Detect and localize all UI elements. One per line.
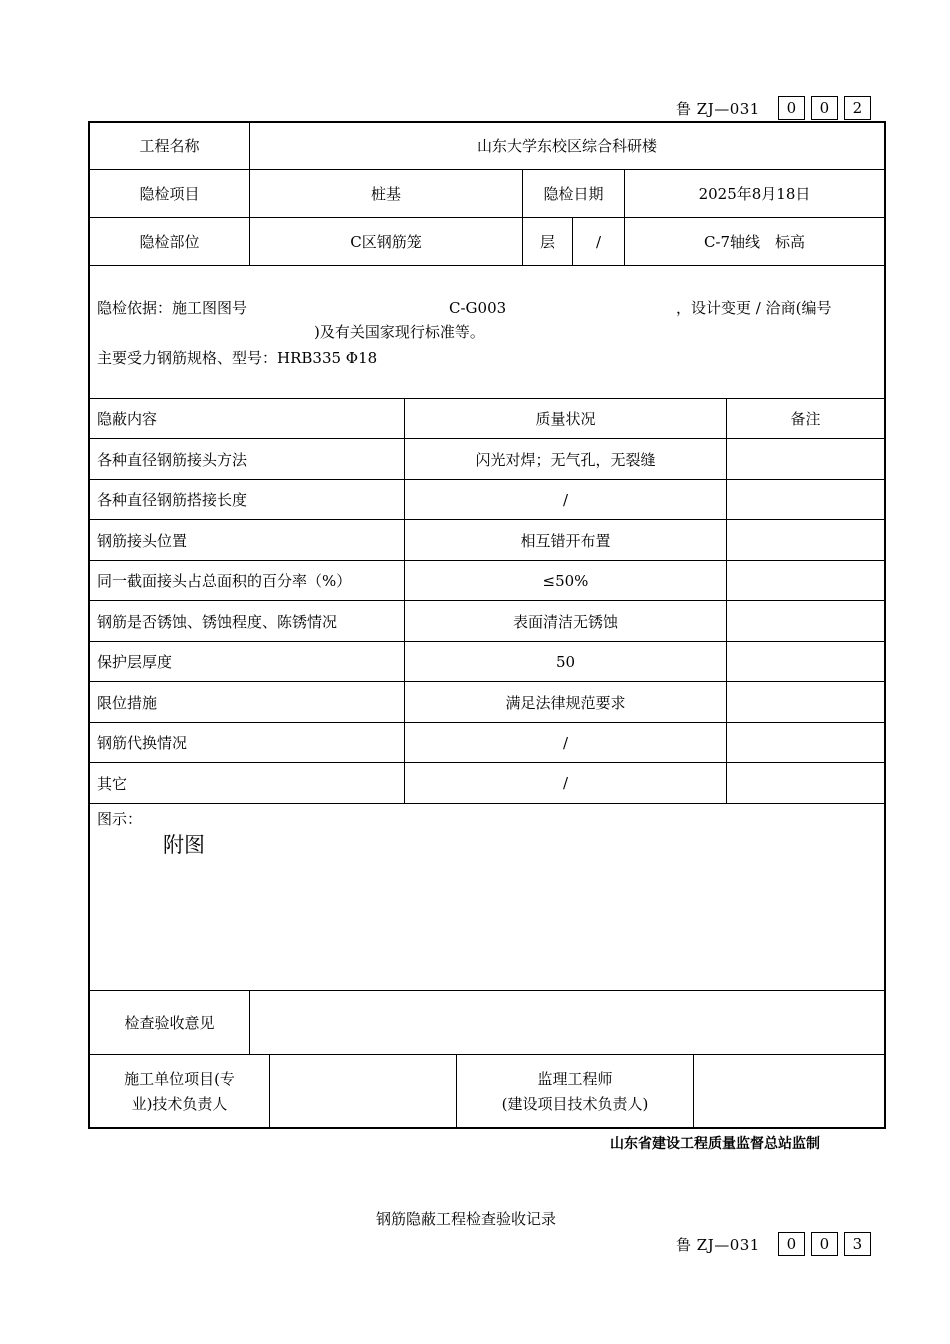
basis-prefix: 隐检依据：施工图图号 xyxy=(97,299,248,317)
form-code-digit: 0 xyxy=(778,96,805,120)
form-code-digit: 2 xyxy=(844,96,871,120)
contractor-label-line2: 业)技术负责人 xyxy=(131,1094,228,1113)
form-code-label: 鲁 ZJ—031 xyxy=(676,99,760,118)
form-title: 钢筋隐蔽工程检查验收记录 xyxy=(376,1210,557,1228)
form-code-digit: 3 xyxy=(844,1232,871,1256)
inspection-item-label: 隐检项目 xyxy=(139,185,200,203)
opinion-label: 检查验收意见 xyxy=(124,1014,215,1032)
opinion-value xyxy=(250,991,884,1054)
diagram-content: 附图 xyxy=(163,833,205,857)
check-note xyxy=(727,520,884,560)
drawing-number: C-G003 xyxy=(449,299,507,317)
diagram-label: 图示： xyxy=(97,810,143,828)
check-note xyxy=(727,642,884,681)
check-note xyxy=(727,682,884,722)
check-status: ≤50% xyxy=(542,571,589,590)
check-item: 钢筋接头位置 xyxy=(97,531,188,550)
check-status: 50 xyxy=(555,652,576,671)
issuer-text: 山东省建设工程质量监督总站监制 xyxy=(610,1136,820,1152)
supervisor-label-line1: 监理工程师 xyxy=(537,1069,613,1088)
project-name-label: 工程名称 xyxy=(139,137,200,155)
form-code-digit: 0 xyxy=(811,96,838,120)
column-header-content: 隐蔽内容 xyxy=(97,410,158,428)
supervisor-signature-field xyxy=(694,1055,884,1128)
check-note xyxy=(727,601,884,641)
form-code-digit: 0 xyxy=(811,1232,838,1256)
form-code-digit: 0 xyxy=(778,1232,805,1256)
check-item: 各种直径钢筋搭接长度 xyxy=(97,491,248,509)
rebar-spec: 主要受力钢筋规格、型号：HRB335 Φ18 xyxy=(97,349,378,367)
column-header-remarks: 备注 xyxy=(790,410,821,428)
check-status: 满足法律规范要求 xyxy=(505,693,626,712)
check-item: 钢筋代换情况 xyxy=(97,734,188,752)
project-name-value: 山东大学东校区综合科研楼 xyxy=(476,137,657,155)
inspection-date-value: 2025年8月18日 xyxy=(698,185,811,203)
column-header-quality: 质量状况 xyxy=(535,410,596,428)
supervisor-label xyxy=(457,1055,693,1128)
check-status: / xyxy=(562,490,569,509)
check-status: 闪光对焊；无气孔，无裂缝 xyxy=(475,450,656,469)
contractor-label-line1: 施工单位项目(专 xyxy=(124,1069,235,1088)
check-note xyxy=(727,439,884,479)
check-status: 相互错开布置 xyxy=(520,531,611,550)
form-code-bottom xyxy=(676,1231,877,1257)
inspection-location-label: 隐检部位 xyxy=(139,233,200,251)
check-item: 保护层厚度 xyxy=(97,653,173,671)
check-status: / xyxy=(562,733,569,752)
inspection-location-value: C区钢筋笼 xyxy=(350,233,422,251)
check-status: / xyxy=(562,774,569,792)
check-note xyxy=(727,723,884,762)
inspection-date-label: 隐检日期 xyxy=(543,185,604,203)
check-item: 钢筋是否锈蚀、锈蚀程度、陈锈情况 xyxy=(97,612,338,631)
check-note xyxy=(727,763,884,803)
check-item: 其它 xyxy=(97,774,128,793)
design-change-text: ，设计变更 / 洽商(编号 xyxy=(676,299,832,317)
contractor-signature-field xyxy=(270,1055,456,1128)
axis-elevation-value: C-7轴线 标高 xyxy=(703,233,806,251)
check-note xyxy=(727,480,884,519)
check-item: 限位措施 xyxy=(97,693,158,712)
check-status: 表面清洁无锈蚀 xyxy=(512,612,618,631)
contractor-tech-lead-label xyxy=(90,1055,269,1128)
floor-label: 层 xyxy=(539,233,555,251)
supervisor-label-line2: (建设项目技术负责人) xyxy=(501,1094,649,1113)
check-note xyxy=(727,561,884,600)
form-code-top xyxy=(676,95,877,121)
floor-value: / xyxy=(595,232,602,251)
check-item: 各种直径钢筋接头方法 xyxy=(97,450,248,469)
form-code-label: 鲁 ZJ—031 xyxy=(676,1235,760,1254)
basis-standards: )及有关国家现行标准等。 xyxy=(314,323,485,341)
check-item: 同一截面接头占总面积的百分率（%） xyxy=(97,572,352,590)
inspection-item-value: 桩基 xyxy=(370,185,401,203)
